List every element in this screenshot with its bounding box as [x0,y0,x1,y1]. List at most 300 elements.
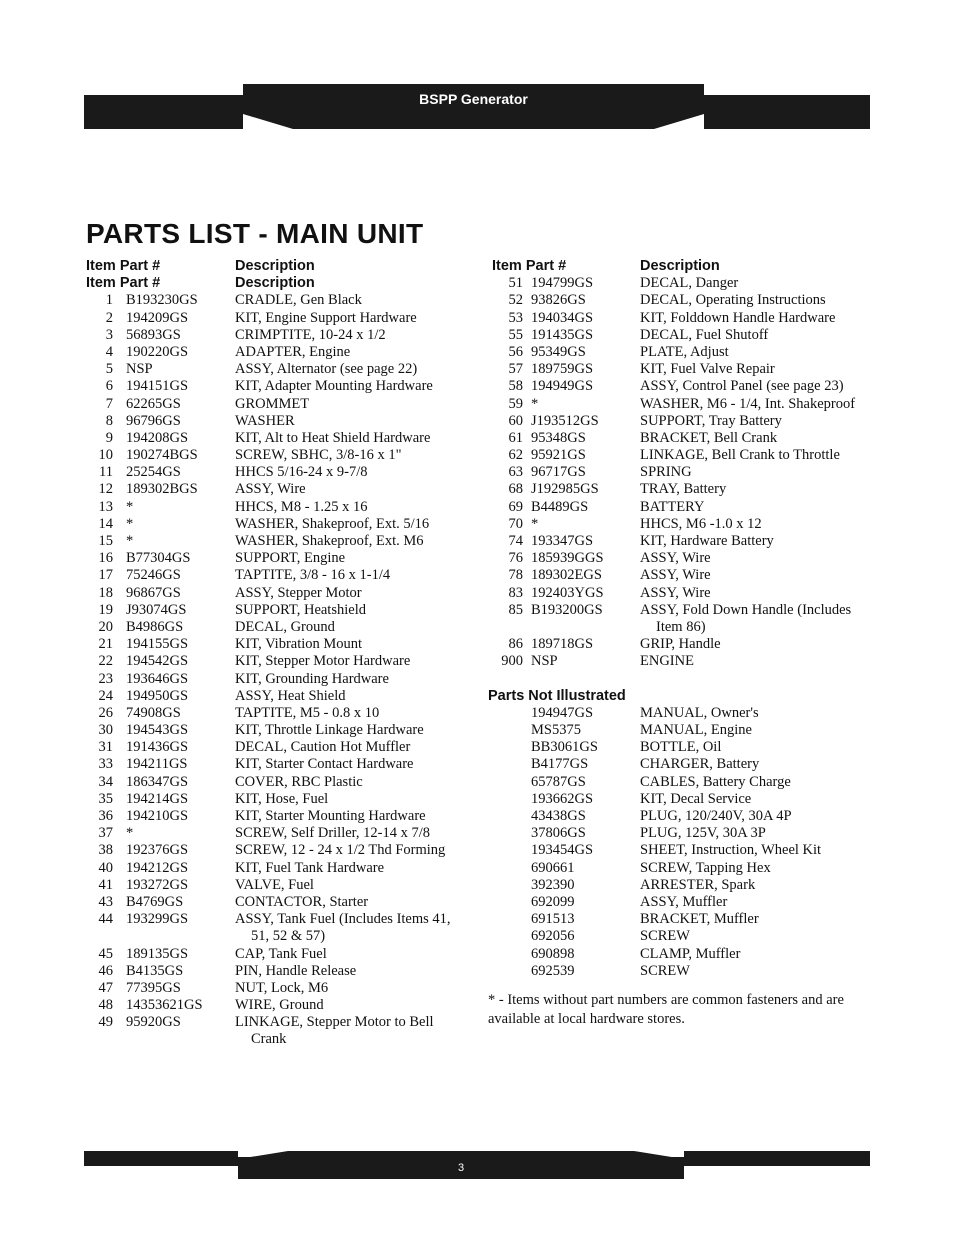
part-description: HHCS, M8 - 1.25 x 16 [235,498,368,515]
item-number: 41 [98,876,113,893]
parts-row [488,585,878,602]
part-description: KIT, Fuel Tank Hardware [235,859,385,876]
part-number: 194949GS [531,378,594,395]
not-illustrated-row [488,774,878,791]
parts-row [86,464,466,481]
item-number: 56 [508,343,523,360]
item-number: 17 [98,567,113,584]
parts-not-illustrated-title: Parts Not Illustrated [488,687,626,704]
parts-row [86,980,466,997]
part-description: SCREW, Tapping Hex [640,859,771,876]
item-number: 22 [98,653,113,670]
part-number: 186347GS [126,773,189,790]
parts-row [86,292,466,309]
parts-row [488,413,878,430]
part-number: 692539 [531,962,575,979]
item-number: 2 [105,309,113,326]
part-description: KIT, Grounding Hardware [235,670,389,687]
item-number: 53 [508,309,523,326]
item-number: 52 [508,292,523,309]
part-description: ASSY, Wire [235,481,306,498]
part-description: DECAL, Operating Instructions [640,292,826,309]
parts-row [488,447,878,464]
part-description: KIT, Starter Contact Hardware [235,756,414,773]
part-description: ADAPTER, Engine [235,343,351,360]
part-description: Item 86) [656,618,706,635]
part-description: KIT, Adapter Mounting Hardware [235,378,433,395]
part-description: ARRESTER, Spark [640,876,756,893]
parts-row [86,550,466,567]
parts-row [86,997,466,1014]
part-number: * [126,515,134,532]
part-description: MANUAL, Engine [640,722,752,739]
part-description: KIT, Hardware Battery [640,533,774,549]
part-description: WASHER, Shakeproof, Ext. M6 [235,533,424,549]
parts-row [86,825,466,842]
item-number: 46 [98,962,113,979]
item-number: 63 [508,464,523,481]
part-number: B4135GS [126,962,184,979]
part-number: 194947GS [531,704,594,721]
parts-row [86,396,466,413]
header-swoosh-left [243,114,293,129]
item-part-header: Item Part # [86,275,161,292]
item-number: 10 [98,447,113,464]
parts-row [488,378,878,395]
part-number: 193662GS [531,790,594,807]
parts-row [86,911,466,928]
part-description: ASSY, Tank Fuel (Includes Items 41, [235,911,451,928]
not-illustrated-row [488,911,878,928]
item-number: 68 [508,481,523,498]
part-number: 192403YGS [531,584,604,601]
not-illustrated-row [488,722,878,739]
item-number: 36 [98,808,113,824]
part-number: 194155GS [126,636,189,653]
parts-row [488,481,878,498]
part-description: BRACKET, Muffler [640,911,759,928]
part-number: 43438GS [531,808,586,824]
part-description: PLUG, 120/240V, 30A 4P [640,808,792,824]
item-part-header: Item Part # [86,258,161,274]
parts-row [488,550,878,567]
part-description: SPRING [640,464,692,481]
parts-row [86,705,466,722]
part-description: WASHER [235,412,295,429]
item-number: 14 [98,515,113,532]
part-description: ASSY, Heat Shield [235,687,346,704]
part-number: 74908GS [126,704,181,721]
part-description: VALVE, Fuel [235,876,314,893]
part-number: BB3061GS [531,739,598,756]
part-number: 192376GS [126,842,189,859]
item-number: 6 [105,378,113,395]
part-description: ASSY, Wire [640,550,711,567]
item-number: 61 [508,429,523,446]
part-description: HHCS 5/16-24 x 9-7/8 [235,464,368,481]
item-number: 30 [98,722,113,739]
not-illustrated-row [488,705,878,722]
part-number: 392390 [531,876,575,893]
parts-row [86,756,466,773]
part-description: TAPTITE, M5 - 0.8 x 10 [235,704,380,721]
parts-row [86,842,466,859]
item-number: 900 [501,653,523,670]
part-number: 193454GS [531,842,594,859]
item-number: 85 [508,601,523,618]
part-number: 194208GS [126,429,189,446]
item-number: 51 [508,275,523,292]
parts-row [488,464,878,481]
part-description: BRACKET, Bell Crank [640,429,778,446]
part-description: WASHER, Shakeproof, Ext. 5/16 [235,515,430,532]
part-number: 692056 [531,928,575,945]
part-description: KIT, Starter Mounting Hardware [235,808,426,824]
parts-row [488,292,878,309]
part-description: PIN, Handle Release [235,962,357,979]
part-number: * [531,515,539,532]
page-number: 3 [238,1157,684,1179]
header-title: BSPP Generator [243,84,704,114]
part-number: 189718GS [531,636,594,653]
item-number: 76 [508,550,523,567]
part-number: 194210GS [126,808,189,824]
parts-row [86,567,466,584]
part-description: SHEET, Instruction, Wheel Kit [640,842,822,859]
parts-row [488,327,878,344]
part-number: 95921GS [531,447,586,464]
part-number: NSP [531,653,558,670]
part-description: CLAMP, Muffler [640,945,741,962]
part-description: PLUG, 125V, 30A 3P [640,825,766,842]
part-description: SCREW, SBHC, 3/8-16 x 1" [235,447,402,464]
item-number: 47 [98,979,113,996]
item-number: 69 [508,498,523,515]
part-number: 185939GGS [531,550,604,567]
part-number: B4177GS [531,756,589,773]
item-number: 38 [98,842,113,859]
part-description: SUPPORT, Engine [235,550,346,567]
item-number: 43 [98,893,113,910]
item-number: 48 [98,997,113,1014]
part-number: 194214GS [126,790,189,807]
item-number: 49 [98,1014,113,1031]
item-number: 21 [98,636,113,653]
part-description: CHARGER, Battery [640,756,760,773]
item-number: 26 [98,704,113,721]
item-number: 37 [98,825,113,842]
part-number: * [126,825,134,842]
not-illustrated-row [488,808,878,825]
parts-row [488,602,878,619]
part-number: 65787GS [531,773,586,790]
part-description: WIRE, Ground [235,997,324,1014]
part-number: 96717GS [531,464,586,481]
part-number: B4769GS [126,893,184,910]
description-header: Description [235,258,315,274]
parts-row [86,619,466,636]
item-number: 5 [105,361,113,378]
part-description: LINKAGE, Bell Crank to Throttle [640,447,840,464]
part-number: J93074GS [126,601,187,618]
part-number: B77304GS [126,550,191,567]
part-number: B193230GS [126,292,198,309]
part-description: KIT, Stepper Motor Hardware [235,653,411,670]
parts-row [86,791,466,808]
part-number: 194543GS [126,722,189,739]
part-number: B193200GS [531,601,603,618]
parts-row [86,310,466,327]
part-description: KIT, Decal Service [640,790,752,807]
parts-row [86,378,466,395]
parts-row [86,808,466,825]
item-number: 35 [98,790,113,807]
parts-row [86,533,466,550]
part-number: 189135GS [126,945,189,962]
parts-row [86,585,466,602]
header-swoosh-right [654,114,704,129]
item-number: 15 [98,533,113,549]
column-header [86,275,466,292]
part-number: B4986GS [126,618,184,635]
part-number: * [126,533,134,549]
item-number: 58 [508,378,523,395]
part-description: BATTERY [640,498,705,515]
parts-row [86,430,466,447]
not-illustrated-row [488,946,878,963]
part-description: ASSY, Wire [640,584,711,601]
part-number: 194212GS [126,859,189,876]
part-description: GROMMET [235,395,310,412]
part-number: 194151GS [126,378,189,395]
part-number: 692099 [531,893,575,910]
part-description: SCREW [640,962,690,979]
part-number: 193272GS [126,876,189,893]
item-number: 60 [508,412,523,429]
part-number: 96867GS [126,584,181,601]
parts-row [488,567,878,584]
item-number: 19 [98,601,113,618]
description-header: Description [235,275,315,292]
parts-row-continuation [488,619,878,636]
part-description: ASSY, Alternator (see page 22) [235,361,418,378]
part-description: MANUAL, Owner's [640,704,759,721]
parts-row [86,722,466,739]
item-number: 86 [508,636,523,653]
part-number: 96796GS [126,412,181,429]
part-number: 14353621GS [126,997,203,1014]
column-header [86,258,466,275]
part-description: KIT, Alt to Heat Shield Hardware [235,429,431,446]
part-number: 194211GS [126,756,188,773]
part-description: CABLES, Battery Charge [640,773,791,790]
part-description: ASSY, Muffler [640,893,728,910]
parts-row [488,344,878,361]
part-number: 194799GS [531,275,594,292]
description-header: Description [640,258,720,274]
parts-row [86,877,466,894]
part-description: KIT, Throttle Linkage Hardware [235,722,424,739]
part-number: 194950GS [126,687,189,704]
part-number: 691513 [531,911,575,928]
part-description: CRADLE, Gen Black [235,292,362,309]
not-illustrated-row [488,860,878,877]
parts-row [86,860,466,877]
item-number: 1 [105,292,113,309]
part-number: 194209GS [126,309,189,326]
item-number: 7 [105,395,113,412]
column-header [488,258,878,275]
not-illustrated-row [488,928,878,945]
part-number: J193512GS [531,412,599,429]
part-description: GRIP, Handle [640,636,721,653]
parts-row [86,481,466,498]
part-number: 193646GS [126,670,189,687]
item-number: 83 [508,584,523,601]
part-description: NUT, Lock, M6 [235,979,329,996]
part-description: TRAY, Battery [640,481,727,498]
item-number: 34 [98,773,113,790]
part-number: 690898 [531,945,575,962]
item-number: 55 [508,326,523,343]
not-illustrated-row [488,877,878,894]
parts-row [488,396,878,413]
part-description: DECAL, Fuel Shutoff [640,326,769,343]
part-number: 37806GS [531,825,586,842]
part-description: ASSY, Stepper Motor [235,584,362,601]
part-number: 62265GS [126,395,181,412]
part-description: LINKAGE, Stepper Motor to Bell [235,1014,434,1031]
parts-row [86,516,466,533]
part-description: ASSY, Control Panel (see page 23) [640,378,844,395]
item-number: 24 [98,687,113,704]
parts-row [86,739,466,756]
item-number: 3 [105,326,113,343]
part-number: 191435GS [531,326,594,343]
not-illustrated-row [488,756,878,773]
parts-row-continuation [86,1031,466,1048]
part-description: SUPPORT, Heatshield [235,601,366,618]
part-number: 77395GS [126,979,181,996]
item-number: 59 [508,395,523,412]
not-illustrated-row [488,825,878,842]
part-number: 190274BGS [126,447,198,464]
parts-row [86,344,466,361]
part-number: 190220GS [126,343,189,360]
item-number: 13 [98,498,113,515]
part-number: NSP [126,361,153,378]
not-illustrated-row [488,963,878,980]
not-illustrated-row [488,791,878,808]
part-description: HHCS, M6 -1.0 x 12 [640,515,762,532]
item-number: 8 [105,412,113,429]
not-illustrated-row [488,739,878,756]
not-illustrated-row [488,842,878,859]
part-number: 194542GS [126,653,189,670]
item-number: 74 [508,533,523,549]
parts-row [86,413,466,430]
part-description: ASSY, Wire [640,567,711,584]
item-number: 11 [99,464,113,481]
part-number: 93826GS [531,292,586,309]
part-description: KIT, Engine Support Hardware [235,309,417,326]
part-number: 189759GS [531,361,594,378]
footnote: * - Items without part numbers are common fasteners and are available at local hardware stores. [488,992,844,1027]
part-number: 95920GS [126,1014,181,1031]
item-number: 16 [98,550,113,567]
parts-row [86,1014,466,1031]
part-number: * [531,395,539,412]
item-number: 70 [508,515,523,532]
parts-row [86,361,466,378]
parts-row [86,688,466,705]
part-description: DECAL, Danger [640,275,739,292]
parts-row [86,447,466,464]
item-number: 18 [98,584,113,601]
part-description: ASSY, Fold Down Handle (Includes [640,601,852,618]
parts-list-left [86,258,466,1049]
part-description: DECAL, Caution Hot Muffler [235,739,411,756]
part-description: Crank [251,1031,287,1048]
parts-row [488,310,878,327]
part-description: SCREW, Self Driller, 12-14 x 7/8 [235,825,431,842]
item-part-header: Item Part # [492,258,567,274]
item-number: 40 [98,859,113,876]
parts-row [488,636,878,653]
parts-row [86,602,466,619]
part-number: 56893GS [126,326,181,343]
part-description: SCREW [640,928,690,945]
item-number: 62 [508,447,523,464]
parts-row [86,636,466,653]
part-description: KIT, Fuel Valve Repair [640,361,775,378]
part-description: ENGINE [640,653,694,670]
part-number: 25254GS [126,464,181,481]
part-number: 189302EGS [531,567,602,584]
parts-row [86,327,466,344]
part-description: CAP, Tank Fuel [235,945,327,962]
item-number: 12 [98,481,113,498]
part-number: 75246GS [126,567,181,584]
item-number: 9 [105,429,113,446]
parts-row [488,516,878,533]
part-number: 95348GS [531,429,586,446]
item-number: 45 [98,945,113,962]
parts-row-continuation [86,928,466,945]
part-number: 191436GS [126,739,189,756]
parts-row [488,653,878,670]
part-description: 51, 52 & 57) [251,928,326,945]
parts-row [86,499,466,516]
item-number: 33 [98,756,113,773]
part-number: 690661 [531,859,575,876]
part-number: 95349GS [531,343,586,360]
parts-row [488,430,878,447]
part-description: KIT, Folddown Handle Hardware [640,309,836,326]
part-number: 194034GS [531,309,594,326]
not-illustrated-row [488,894,878,911]
parts-row [86,774,466,791]
part-description: BOTTLE, Oil [640,739,722,756]
parts-row [86,963,466,980]
part-description: CRIMPTITE, 10-24 x 1/2 [235,326,386,343]
item-number: 78 [508,567,523,584]
part-number: 193347GS [531,533,594,549]
part-number: J192985GS [531,481,599,498]
part-description: PLATE, Adjust [640,343,729,360]
item-number: 20 [98,618,113,635]
part-description: COVER, RBC Plastic [235,773,363,790]
